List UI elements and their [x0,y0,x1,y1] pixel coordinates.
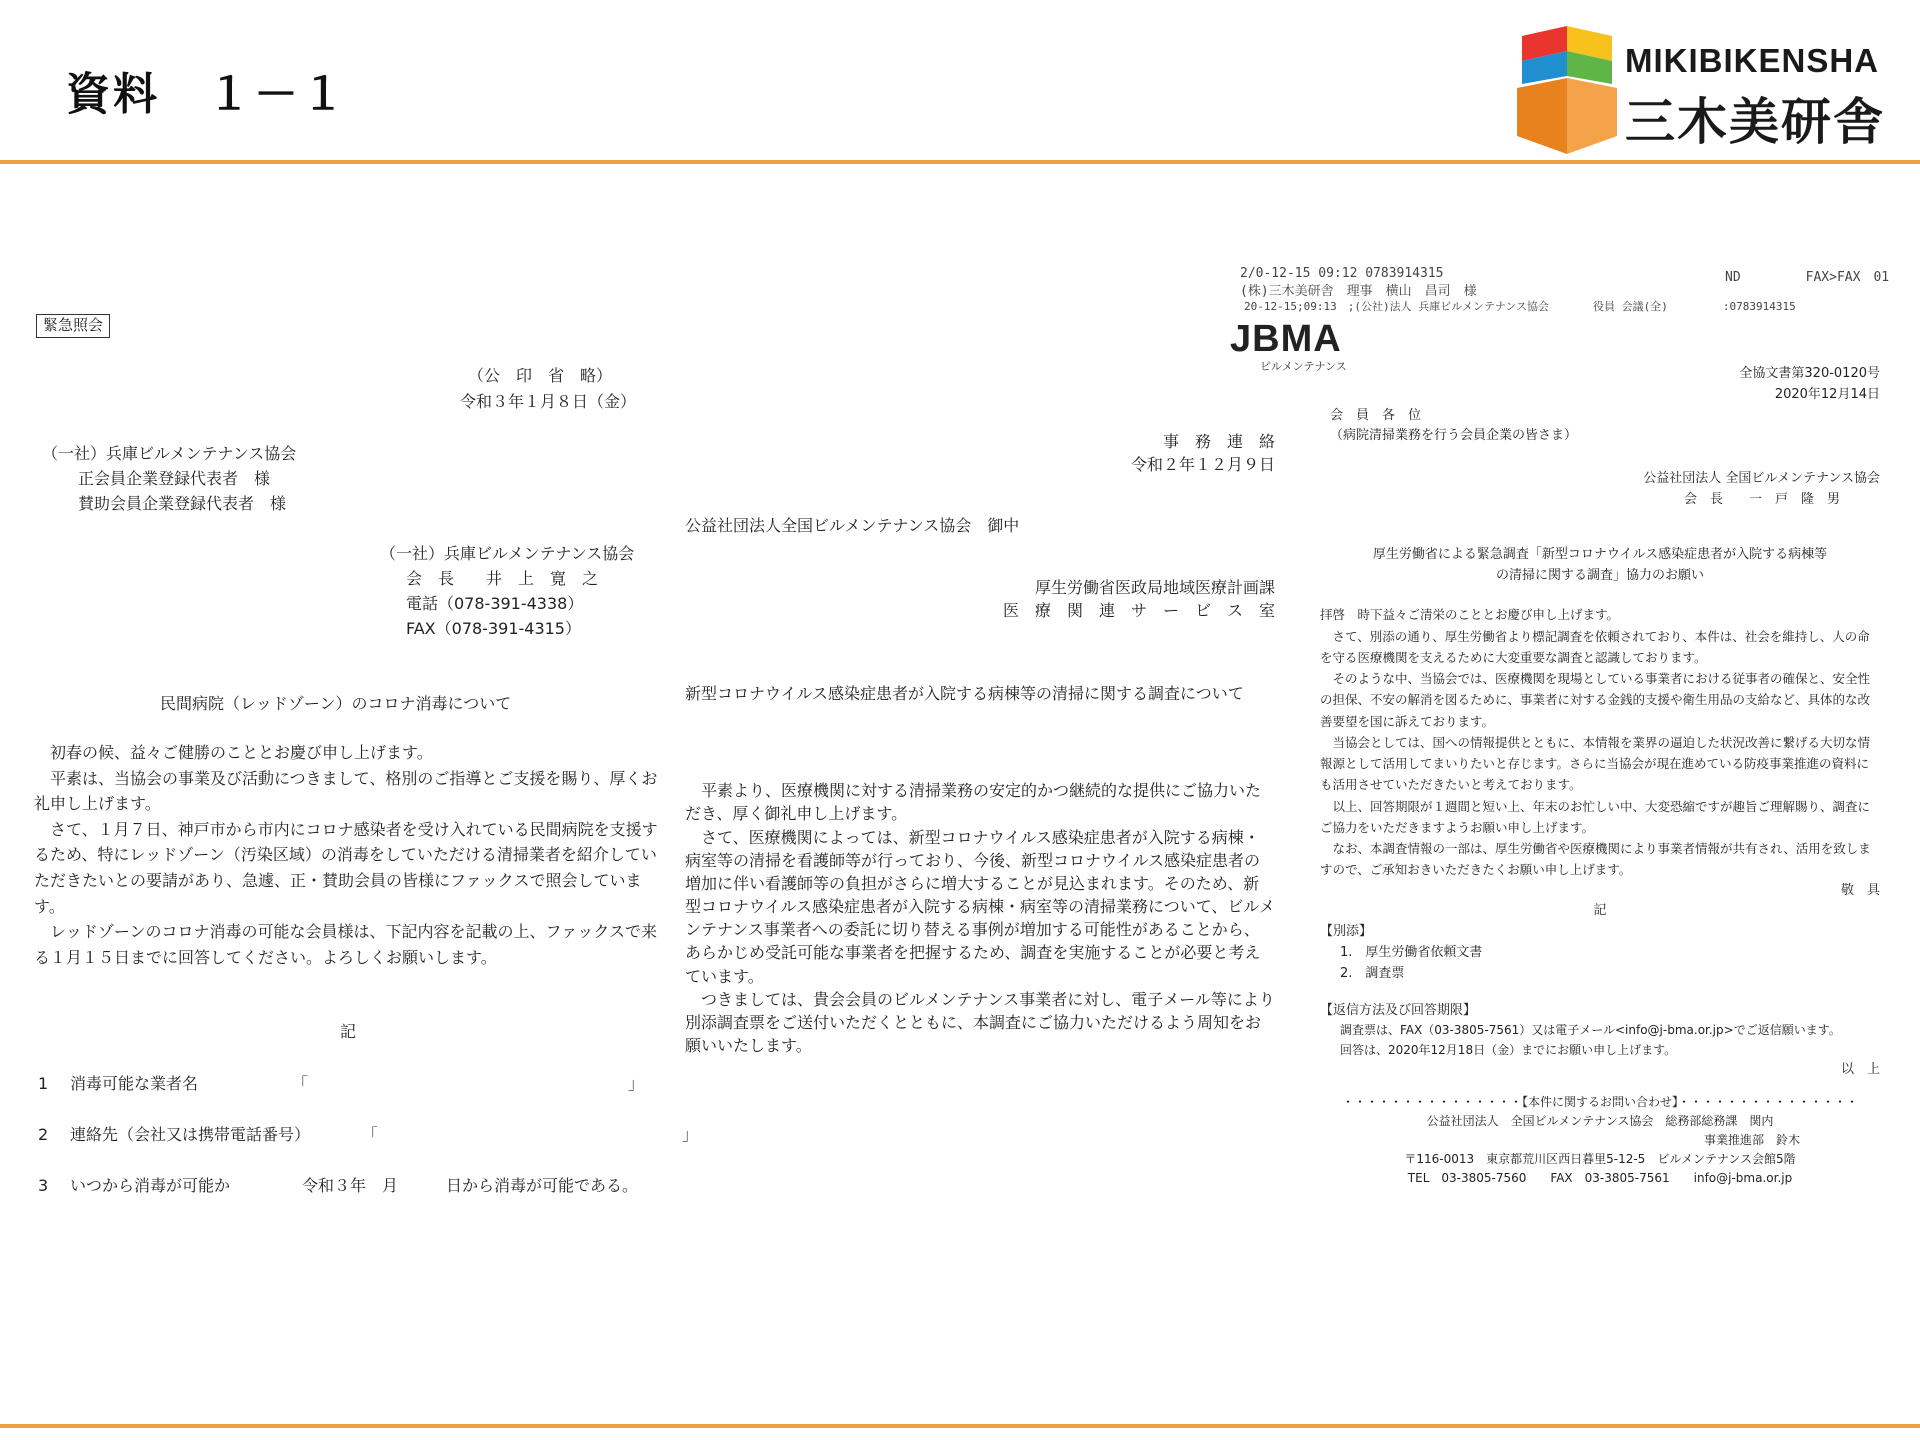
doc2-date: 令和２年１２月９日 [1130,455,1275,475]
doc3-date: 2020年12月14日 [1774,386,1880,402]
addressee-line: 正会員企業登録代表者 様 [78,469,271,488]
reply-line: 調査票は、FAX（03-3805-7561）又は電子メール<info@j-bma.or.jp>でご返信願います。 [1340,1023,1841,1038]
header-rule [0,160,1920,164]
item-number: 2 [38,1125,49,1144]
company-logo [1512,26,1892,156]
body-paragraph: 初春の候、益々ご健勝のこととお慶び申し上げます。 [50,743,433,762]
attachment-item: 2. 調査票 [1340,965,1405,981]
ki-heading: 記 [340,1022,357,1041]
addressee-line: （一社）兵庫ビルメンテナンス協会 [42,444,297,463]
doc3-subject-line: の清掃に関する調査」協力のお願い [1495,567,1704,583]
doc1-date: 令和３年１月８日（金） [460,392,637,411]
jbma-logo-text: JBMA [1230,318,1342,360]
item-blank: 「 」 [292,1074,645,1093]
attach-heading: 【別添】 [1320,924,1373,940]
doc3-to: 会 員 各 位 [1330,407,1422,423]
doc2-header: 事 務 連 絡 [1162,432,1275,451]
body-paragraph: 平素より、医療機関に対する清掃業務の安定的かつ継続的な提供にご協力いただき、厚く御礼申し上げます。 [685,781,1262,824]
ijou: 以 上 [1840,1061,1880,1077]
urgent-badge: 緊急照会 [36,314,110,338]
sender-line: （一社）兵庫ビルメンテナンス協会 [380,544,635,563]
attachment-item: 1. 厚生労働省依頼文書 [1340,945,1483,961]
logo-text-en: MIKIBIKENSHA [1625,42,1880,79]
contact-line: 公益社団法人 全国ビルメンテナンス協会 総務部総務課 関内 [1426,1113,1774,1128]
body-paragraph: 平素は、当協会の事業及び活動につきまして、格別のご指導とご支援を賜り、厚くお礼申し上げます。 [34,768,658,814]
document-mhlw-notice [685,430,1275,1057]
ki-heading: 記 [1593,903,1607,919]
addressee-line: 賛助会員企業登録代表者 様 [78,494,287,513]
fax-header-line: 2/0-12-15 09:12 0783914315 [1240,266,1444,281]
body-paragraph: レッドゾーンのコロナ消毒の可能な会員様は、下記内容を記載の上、ファックスで来る１月１５日までに回答してください。よろしくお願いします。 [34,922,658,967]
contact-heading: ・・・・・・・・・・・・・・・【本件に関するお問い合わせ】・・・・・・・・・・・・・・・ [1341,1094,1858,1109]
fax-header-line: (株)三木美研舎 理事 横山 昌司 様 [1240,284,1477,299]
sender-line: FAX（078-391-4315） [406,619,581,638]
body-paragraph: さて、別添の通り、厚生労働省より標記調査を依頼されており、本件は、社会を維持し、人の命を守る医療機関を支えるために大変重要な調査と認識しております。 [1320,628,1870,665]
body-paragraph: 以上、回答期限が１週間と短い上、年末のお忙しい中、大変恐縮ですが趣旨ご理解賜り、調査にご協力をいただきますようお願い申し上げます。 [1320,798,1871,835]
seal-note: （公 印 省 略） [468,366,613,385]
logo-text-ja: 三木美研舎 [1625,93,1885,151]
contact-line: 〒116-0013 東京都荒川区西日暮里5-12-5 ビルメンテナンス会館5階 [1404,1152,1796,1167]
sender-line: 会 長 井 上 寛 之 [406,569,599,588]
doc3-from-line: 会 長 一 戸 隆 男 [1683,491,1840,507]
doc2-to: 公益社団法人全国ビルメンテナンス協会 御中 [685,516,1020,536]
doc3-to-sub: （病院清掃業務を行う会員企業の皆さま） [1330,428,1578,444]
fax-header-line: ND FAX>FAX 01 [1725,270,1890,285]
footer-rule [0,1424,1920,1428]
item-number: 1 [38,1074,49,1093]
body-paragraph: 拝啓 時下益々ご清栄のこととお慶び申し上げます。 [1320,607,1620,623]
contact-line: 事業推進部 鈴木 [1703,1132,1800,1147]
doc3-from-line: 公益社団法人 全国ビルメンテナンス協会 [1643,471,1880,487]
doc2-from-line: 厚生労働省医政局地域医療計画課 [1034,577,1275,597]
body-paragraph: なお、本調査情報の一部は、厚生労働省や医療機関により事業者情報が共有され、活用を致しますので、ご承知おきいただきたくお願い申し上げます。 [1320,841,1871,878]
doc3-number: 全協文書第320-0120号 [1739,366,1880,381]
body-paragraph: 当協会としては、国への情報提供とともに、本情報を業界の逼迫した状況改善に繋げる大切な情報源として活用してまいりたいと存じます。さらに当協会が現在進めている防疫事業推進の資料にも活用させていただきたいと考えております。 [1320,734,1871,793]
doc2-from-line: 医 療 関 連 サ ー ビ ス 室 [1002,600,1275,620]
body-paragraph: さて、１月７日、神戸市から市内にコロナ感染者を受け入れている民間病院を支援するため、特にレッドゾーン（汚染区域）の消毒をしていただける清掃業者を紹介していただきたいとの要請があり、急遽、正・賛助会員の皆様にファックスで照会しています。 [34,819,658,916]
item-label: 連絡先（会社又は携帯電話番号） [70,1125,311,1144]
doc2-subject: 新型コロナウイルス感染症患者が入院する病棟等の清掃に関する調査について [685,683,1244,703]
jbma-logo-subtext: ビルメンテナンス [1260,360,1347,373]
contact-line: TEL 03-3805-7560 FAX 03-3805-7561 info@j-bma.or.jp [1407,1171,1793,1186]
body-paragraph: そのような中、当協会では、医療機関を現場としている事業者における従事者の確保と、安全性の担保、不安の解消を図るために、事業者に対する金銭的支援や衛生用品の支給など、具体的な改善要望を国に訴えております。 [1320,671,1871,729]
doc1-subject: 民間病院（レッドゾーン）のコロナ消毒について [160,694,512,713]
sender-line: 電話（078-391-4338） [406,594,584,613]
body-paragraph: さて、医療機関によっては、新型コロナウイルス感染症患者が入院する病棟・病室等の清掃を看護師等が行っており、今後、新型コロナウイルス感染症患者の増加に伴い看護師等の負担がさらに増大することが見込まれます。そのため、新型コロナウイルス感染症患者が入院する病棟・病室等の清掃業務について、ビルメンテナンス事業者への委託に切り替える事例が増加する可能性があることから、あらかじめ受託可能な事業者を把握するため、調査を実施することが必要と考えています。 [685,827,1275,986]
item-label: いつから消毒が可能か [70,1176,231,1195]
body-paragraph: つきましては、貴会会員のビルメンテナンス事業者に対し、電子メール等により別添調査票をご送付いただくとともに、本調査にご協力いただけるよう周知をお願いいたします。 [685,989,1275,1056]
doc3-subject-line: 厚生労働省による緊急調査「新型コロナウイルス感染症患者が入院する病棟等 [1372,546,1828,562]
cube-logo-icon [1512,26,1622,156]
item-label: 消毒可能な業者名 [70,1074,199,1093]
fax-header-line: 20-12-15;09:13 ;(公社)法人 兵庫ビルメンテナンス協会 役員 会議(全) :0783914315 [1244,300,1796,313]
item-blank: 令和３年 月 日から消毒が可能である。 [302,1176,639,1195]
slide-title: 資料 １－１ [66,69,348,120]
reply-line: 回答は、2020年12月18日（金）までにお願い申し上げます。 [1340,1042,1677,1057]
reply-heading: 【返信方法及び回答期限】 [1320,1002,1477,1018]
closing: 敬 具 [1840,882,1880,898]
item-blank: 「 」 [362,1125,699,1144]
item-number: 3 [38,1176,49,1195]
